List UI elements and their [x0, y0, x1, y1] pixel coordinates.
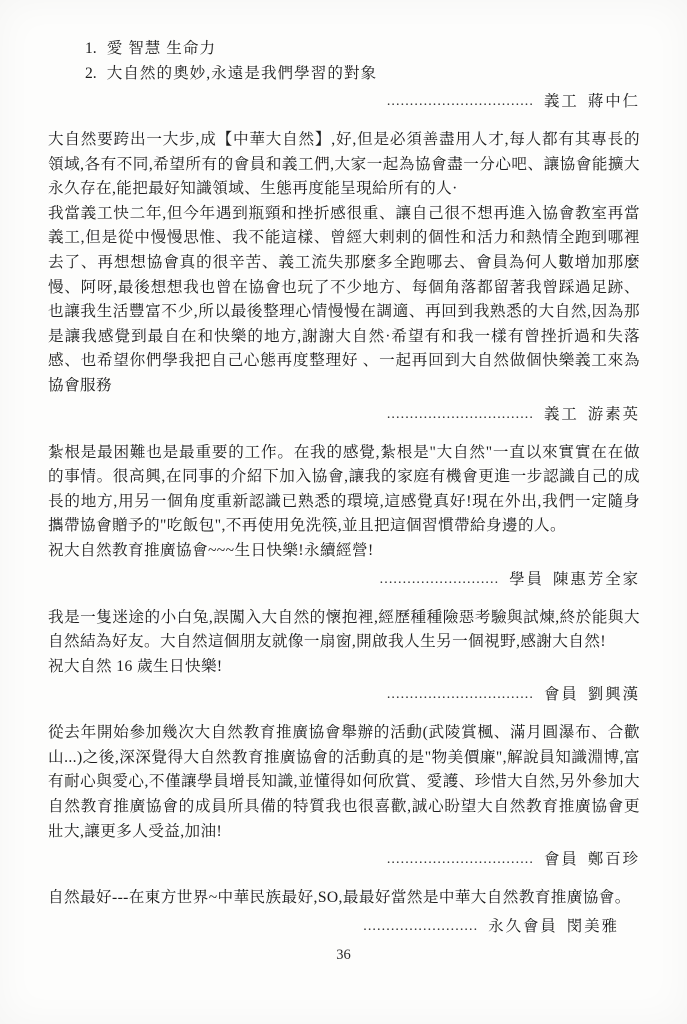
testimonial-paragraph: 大自然要跨出一大步,成【中華大自然】,好,但是必須善盡用人才,每人都有其專長的領域,各有不同,希望所有的會員和義工們,大家一起為協會盡一分心吧、讓協會能擴大永久存在,能把最好知識領域、生態再度能呈現給所有的人·	[48, 131, 640, 198]
list-item	[85, 36, 640, 61]
signature-line	[48, 682, 640, 707]
signer-role: 義工	[544, 93, 579, 110]
dot-leader: ..........................	[379, 571, 500, 587]
testimonial-paragraph: 自然最好---在東方世界~中華民族最好,SO,最最好當然是中華大自然教育推廣協會。	[48, 889, 631, 907]
signer-name: 陳惠芳全家	[553, 570, 640, 588]
numbered-list	[85, 36, 640, 86]
dot-leader: ................................	[386, 406, 535, 422]
signature-line	[48, 847, 640, 872]
list-item-text: 愛 智慧 生命力	[106, 40, 217, 57]
list-item-number: 1.	[85, 40, 97, 57]
signer-role: 永久會員	[488, 917, 558, 935]
page-number: 36	[336, 947, 351, 963]
testimonial	[48, 721, 640, 872]
testimonial	[48, 441, 640, 592]
signer-role: 義工	[544, 405, 579, 423]
signer-name: 劉興漢	[587, 686, 640, 704]
testimonial-paragraph: 紮根是最困難也是最重要的工作。在我的感覺,紮根是"大自然"一直以來實實在在做的事情。很高興,在同事的介紹下加入協會,讓我的家庭有機會更進一步認識自己的成長的地方,用另一個角度重新認識已熟悉的環境,這感覺真好!現在外出,我們一定隨身攜帶協會贈予的"吃飯包",不再使用免洗筷,並且把這個習慣帶給身邊的人。	[48, 443, 640, 535]
signature-line	[48, 914, 640, 939]
signer-name: 閔美雅	[566, 917, 619, 935]
list-item-text: 大自然的奧妙,永遠是我們學習的對象	[106, 65, 378, 82]
dot-leader: .........................	[363, 918, 479, 934]
signature-line	[48, 402, 640, 427]
dot-leader: ................................	[386, 852, 535, 868]
signer-role: 學員	[509, 570, 545, 588]
testimonial	[48, 606, 640, 708]
signer-name: 蔣中仁	[587, 93, 640, 110]
testimonial	[48, 128, 640, 427]
list-item-number: 2.	[85, 65, 97, 82]
list-item	[85, 61, 640, 86]
dot-leader: ................................	[386, 94, 535, 109]
signer-role: 會員	[544, 851, 579, 869]
signer-name: 游素英	[587, 405, 640, 423]
testimonial-paragraph: 我是一隻迷途的小白兔,誤闖入大自然的懷抱裡,經歷種種險惡考驗與試煉,終於能與大自然結為好友。大自然這個朋友就像一扇窗,開啟我人生另一個視野,感謝大自然!	[48, 608, 640, 651]
testimonial-paragraph: 我當義工快二年,但今年遇到瓶頸和挫折感很重、讓自己很不想再進入協會教室再當義工,但是從中慢慢思惟、我不能這樣、曾經大剌剌的個性和活力和熱情全跑到哪裡去了、再想想協會真的很辛苦、義工流失那麼多全跑哪去、會員為何人數增加那麼慢、阿呀,最後想想我也曾在協會也玩了不少地方、每個角落都留著我曾踩過足跡、也讓我生活豐富不少,所以最後整理心情慢慢在調適、再回到我熟悉的大自然,因為那是讓我感覺到最自在和快樂的地方,謝謝大自然·希望有和我一樣有曾挫折過和失落感、也希望你們學我把自己心態再度整理好 、一起再回到大自然做個快樂義工來為協會服務	[48, 204, 640, 394]
signature-line	[48, 89, 640, 114]
testimonial	[48, 886, 640, 939]
dot-leader: ................................	[386, 687, 535, 703]
testimonial-wish-line: 祝大自然 16 歲生日快樂!	[48, 657, 223, 675]
testimonial-paragraph: 從去年開始參加幾次大自然教育推廣協會舉辦的活動(武陵賞楓、滿月圓瀑布、合歡山...)之後,深深覺得大自然教育推廣協會的活動真的是"物美價廉",解說員知識淵博,富有耐心與愛心,不僅讓學員增長知識,並懂得如何欣賞、愛護、珍惜大自然,另外參加大自然教育推廣協會的成員所具備的特質我也很喜歡,誠心盼望大自然教育推廣協會更壯大,讓更多人受益,加油!	[48, 724, 640, 840]
testimonial-wish-line: 祝大自然教育推廣協會~~~生日快樂!永續經營!	[48, 541, 374, 559]
signature-line	[48, 567, 640, 592]
signer-role: 會員	[544, 686, 579, 704]
signer-name: 鄭百珍	[587, 851, 640, 869]
